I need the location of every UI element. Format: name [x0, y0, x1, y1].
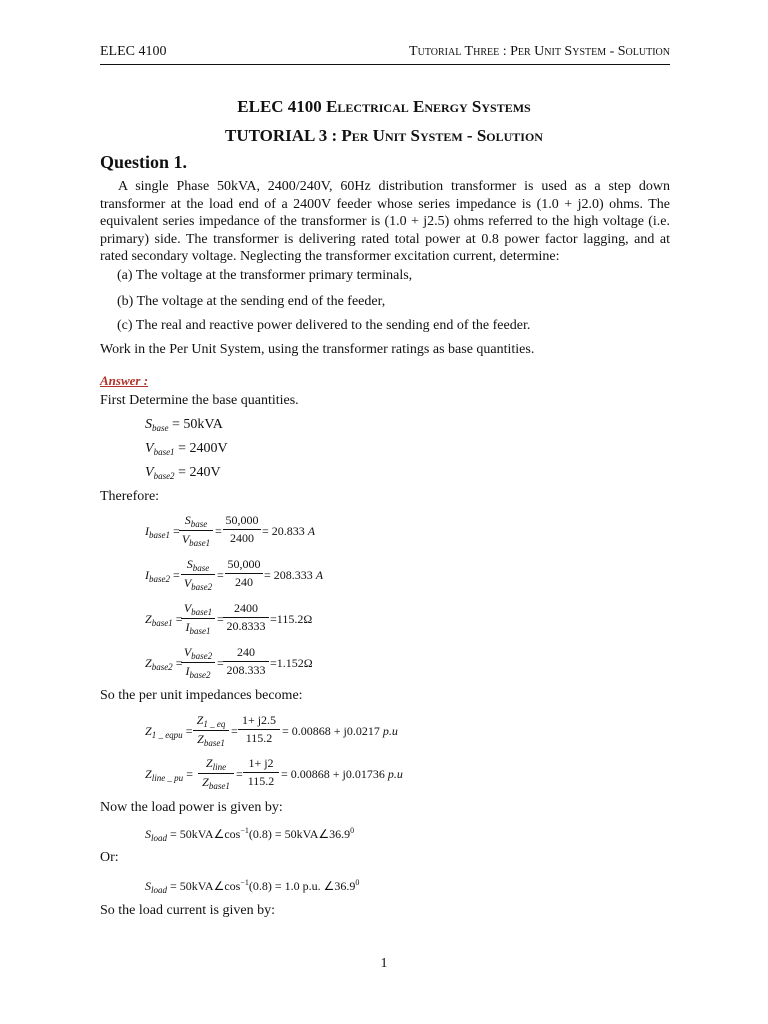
base-s: $S_{base} = 50kVA$: [145, 417, 223, 433]
question-item-a: (a) The voltage at the transformer primary terminals,: [117, 268, 413, 283]
answer-intro: First Determine the base quantities.: [100, 393, 299, 408]
question-item-b: (b) The voltage at the sending end of the feeder,: [117, 294, 386, 309]
subtitle-main: TUTORIAL 3 :: [225, 126, 342, 145]
question-item-c: (c) The real and reactive power delivered to the sending end of the feeder.: [117, 318, 531, 333]
therefore-text: Therefore:: [100, 489, 160, 504]
document-page: ELEC 4100 Tutorial Three : Per Unit System - Solution ELEC 4100 Electrical Energy Systems TUTORIAL 3 : Per Unit System - Solution Question 1. A single Phase 50kVA, 2400/240V, 60Hz distribution transformer is used as a step down transformer at the load end of a 2400V feeder whose series impedance is (1.0 + j2.0) ohms. The equivalent series impedance of the transformer is (1.0 + j2.5) ohms referred to the high voltage (i.e. primary) side. The transformer is delivering rated total power at 0.8 power factor lagging, and at rated secondary voltage. Neglecting the transformer excitation current, determine: (a) The voltage at the transformer primary terminals, (b) The voltage at the sending end of the feeder, (c) The real and reactive power delivered to the sending end of the feeder. Work in the Per Unit System, using the transformer ratings as base quantities. Answer : First Determine the base quantities. $S_{base} = 50kVA$ $V_{base1} = 2400V$ $V_{base2} = 240V$ Therefore: $I_{base1}$ = $S_{base}$ $V_{base1}$ = $\frac{50,000}{2400}$ = 20.833 A $I_{base2}$ = $S_{base}$ $V_{base2}$ = $\frac{50,000}{240}$ = 208.333 A $Z_{base1}$ = $V_{base1}$ $I_{base1}$ = $\frac{2400}{20.8333}$ =115.2Ω $Z_{base2}$ = $V_{base2}$ $I_{base2}$ = $\frac{240}{208.333}$ =1.152Ω So the per unit impedances become: $Z_{1 \_ eqpu}$ = $Z_{1 \_ eq}$ $Z_{base1}$ = $\frac{1+ j2.5}{115.2}$ = 0.00868 + j0.0217 p.u $Z_{line \_ pu}$ = $Z_{line}$ $Z_{base1}$ = $\frac{1+ j2}{115.2}$ = 0.00868 + j0.01736 p.u Now the load power is given by: $S_{load}$ = $50kVA\angle\cos^{-1}(0.8)$ = $50kVA\angle 36.9^0$ Or: $S_{load}$ = $50kVA\angle\cos^{-1}(0.8) = 1.0$ p.u. ∠36.9$^0$ So the load current is given by: 1: [0, 0, 768, 1024]
load-power-intro: Now the load power is given by:: [100, 800, 283, 815]
question-heading: Question 1.: [100, 152, 188, 172]
title-main: ELEC 4100: [237, 97, 327, 116]
base-v2: $V_{base2} = 240V$: [145, 465, 221, 481]
subtitle-smallcaps: Per Unit System - Solution: [341, 126, 543, 145]
question-paragraph: A single Phase 50kVA, 2400/240V, 60Hz distribution transformer is used as a step down transformer at the load end of a 2400V feeder whose series impedance is (1.0 + j2.0) ohms. The equivalent series impedance of the transformer is (1.0 + j2.5) ohms referred to the high voltage (i.e. primary) side. The transformer is delivering rated total power at 0.8 power factor lagging, and at rated secondary voltage. Neglecting the transformer excitation current, determine:: [100, 179, 670, 264]
document-subtitle: [0, 126, 768, 146]
perunit-intro: So the per unit impedances become:: [100, 688, 303, 703]
or-text: Or:: [100, 850, 119, 865]
header-course: ELEC 4100: [100, 44, 167, 59]
header-tutorial: Tutorial Three : Per Unit System - Solution: [409, 44, 670, 59]
page-number: 1: [380, 956, 388, 971]
running-header: [100, 44, 670, 65]
base-v1: $V_{base1} = 2400V$: [145, 441, 228, 457]
title-smallcaps: Electrical Energy Systems: [326, 97, 531, 116]
equation-sload-kva: $S_{load}$ = $50kVA\angle\cos^{-1}(0.8)$ = $50kVA\angle 36.9^0$: [145, 826, 355, 843]
equation-sload-pu: $S_{load}$ = $50kVA\angle\cos^{-1}(0.8) = 1.0$ p.u. ∠36.9$^0$: [145, 878, 360, 895]
answer-label: Answer :: [100, 373, 149, 388]
load-current-intro: So the load current is given by:: [100, 903, 275, 918]
question-instruction: Work in the Per Unit System, using the transformer ratings as base quantities.: [100, 342, 535, 357]
document-title: [0, 97, 768, 117]
